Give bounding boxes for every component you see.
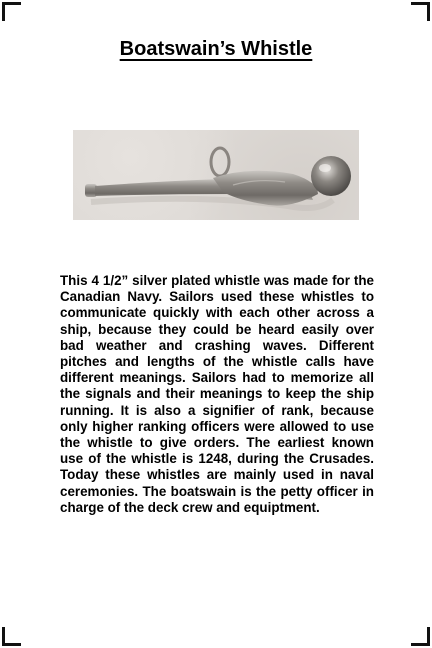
page-title-text: Boatswain’s Whistle (119, 38, 313, 60)
crop-mark-top-right (411, 2, 430, 21)
description-paragraph: This 4 1/2” silver plated whistle was made for the Canadian Navy. Sailors used these whistles to communicate quickly with each other across a ship, because they could be heard easily over bad weather and crashing waves. Different pitches and lengths of the whistle calls have different meanings. Sailors had to memorize all the signals and their meanings to keep the ship running. It is also a signifier of rank, because only higher ranking officers were allowed to use the whistle to give orders. The earliest known use of the whistle is 1248, during the Crusades. Today these whistles are mainly used in naval ceremonies. The boatswain is the petty officer in charge of the deck crew and equiptment. (60, 273, 374, 515)
crop-mark-top-left (2, 2, 21, 21)
whistle-photo (73, 130, 359, 220)
page-title (0, 38, 432, 61)
crop-mark-bottom-right (411, 627, 430, 646)
crop-mark-bottom-left (2, 627, 21, 646)
boatswain-whistle-image (73, 130, 359, 220)
